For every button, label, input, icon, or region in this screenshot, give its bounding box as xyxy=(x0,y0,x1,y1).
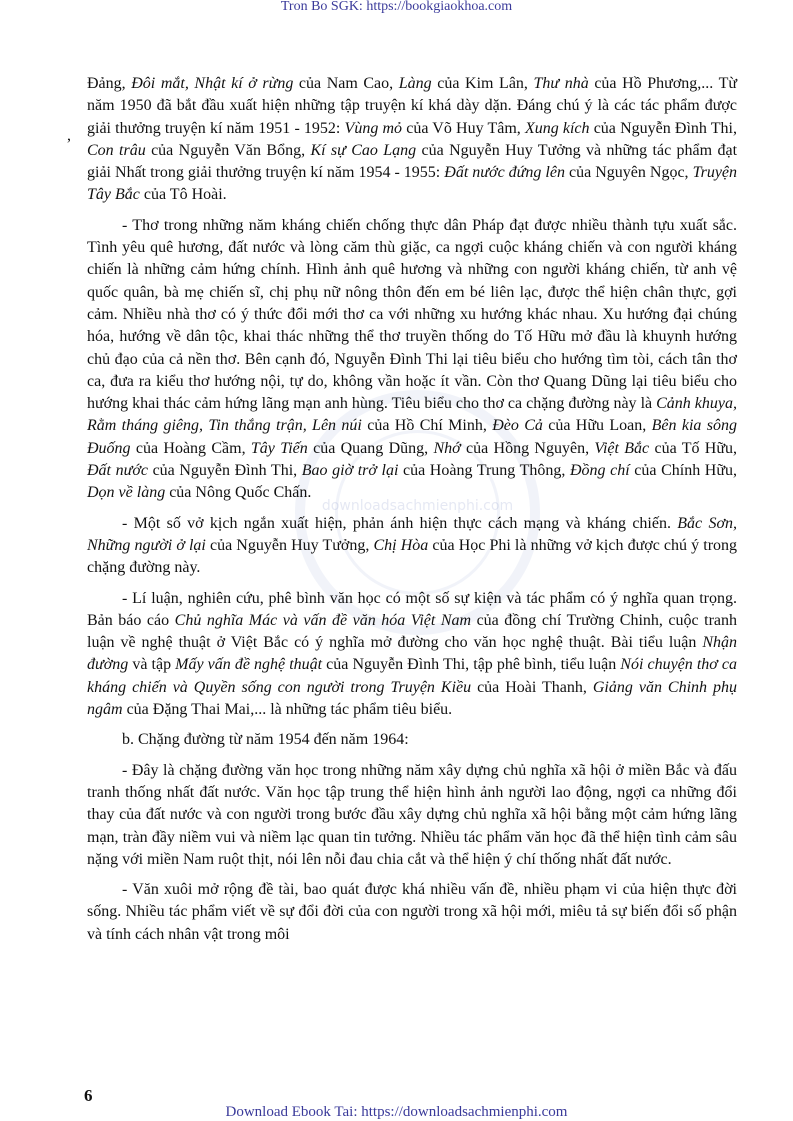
text-run: của đồng chí Trường Chinh, cuộc tranh luận về nghệ thuật ở Việt Bắc có ý nghĩa mở đường cho văn học nghệ thuật. Bài tiểu luận xyxy=(87,611,738,652)
work-title: Truyện Tây Bắc xyxy=(87,164,738,204)
text-run: của Hữu Loan, xyxy=(542,417,652,435)
footer-source-link[interactable]: Download Ebook Tai: https://downloadsachmienphi.com xyxy=(225,1104,568,1120)
work-title: Đất nước xyxy=(87,462,148,480)
work-title: Bắc Sơn, Những người ở lại xyxy=(87,514,737,554)
text-run: của Nguyễn Huy Tưởng, xyxy=(205,536,374,554)
work-title: Dọn về làng xyxy=(87,484,166,502)
page-body xyxy=(87,73,737,946)
work-title: Việt Bắc xyxy=(594,439,650,457)
paragraph-1954-1964 xyxy=(87,760,737,871)
work-title: Chị Hòa xyxy=(373,536,429,554)
paragraph-drama xyxy=(87,513,737,580)
text-run: - Một số vở kịch ngắn xuất hiện, phản ánh hiện thực cách mạng và kháng chiến. xyxy=(122,514,678,532)
text-run: Đảng, xyxy=(87,75,132,92)
text-run: của Kim Lân, xyxy=(431,75,534,92)
text-run: của Nguyễn Huy Tưởng và những tác phẩm đạt giải Nhất trong giải thưởng truyện kí năm 1954 - 1955: xyxy=(87,141,738,182)
work-title: Bên kia sông Đuống xyxy=(87,417,738,457)
text-run: của Hồng Nguyên, xyxy=(460,439,595,457)
paragraph-1 xyxy=(87,73,737,207)
stray-mark: , xyxy=(67,127,71,144)
section-heading xyxy=(87,729,737,751)
work-title: Xung kích xyxy=(524,119,590,137)
work-title: Mấy vấn đề nghệ thuật xyxy=(175,656,323,674)
work-title: Đèo Cả xyxy=(492,417,543,435)
text-run: của Nguyễn Đình Thi, xyxy=(147,462,302,480)
text-run: của Hoàng Cầm, xyxy=(130,439,251,457)
paragraph-criticism xyxy=(87,588,737,722)
text-run: của Tố Hữu, xyxy=(649,439,738,457)
text-run: của Hoàng Trung Thông, xyxy=(398,462,570,480)
text-run: của Hoài Thanh, xyxy=(471,678,593,696)
text-run: - Lí luận, nghiên cứu, phê bình văn học có một số sự kiện và tác phẩm có ý nghĩa quan trọng. Bản báo cáo xyxy=(87,589,737,629)
text-run: của Võ Huy Tâm, xyxy=(402,119,525,137)
text-run: của Hồ Chí Minh, xyxy=(361,417,493,435)
work-title: Đôi mắt, Nhật kí ở rừng xyxy=(131,75,294,92)
text-run: - Đây là chặng đường văn học trong những năm xây dựng chủ nghĩa xã hội ở miền Bắc và đấu tranh thống nhất đất nước. Văn học tập trung thể hiện hình ảnh người lao động, ngợi ca những đổi thay của đất nước và con người trong bước đầu xây dựng chủ nghĩa xã hội bằng một cảm hứng lãng mạn, tràn đầy niềm vui và niềm lạc quan tin tưởng. Nhiều tác phẩm văn học đã thể hiện tình cảm sâu nặng với miền Nam ruột thịt, nói lên nỗi đau chia cắt và thể hiện ý chí thống nhất đất nước. xyxy=(87,761,737,868)
work-title: Vùng mỏ xyxy=(344,119,403,137)
work-title: Cảnh khuya, Rằm tháng giêng, Tin thắng trận, Lên núi xyxy=(87,395,738,435)
work-title: Nhớ xyxy=(433,439,461,457)
page-number: 6 xyxy=(84,1086,93,1105)
text-run: của Nam Cao, xyxy=(293,75,399,92)
text-run: của Tô Hoài. xyxy=(139,186,227,204)
header-source-link[interactable]: Tron Bo SGK: https://bookgiaokhoa.com xyxy=(280,0,513,14)
text-run: - Văn xuôi mở rộng đề tài, bao quát được khá nhiều vấn đề, nhiều phạm vi của hiện thực đời sống. Nhiều tác phẩm viết về sự đổi đời của con người trong xã hội mới, miêu tả sự biến đổi số phận và tính cách nhân vật trong môi xyxy=(87,881,737,943)
paragraph-prose xyxy=(87,879,737,946)
work-title: Kí sự Cao Lạng xyxy=(310,141,417,159)
work-title: Bao giờ trở lại xyxy=(301,462,399,480)
text-run: của Đặng Thai Mai,... là những tác phẩm tiêu biểu. xyxy=(122,701,453,719)
text-run: của Chính Hữu, xyxy=(629,462,738,480)
text-run: của Hồ Phương,... Từ năm 1950 đã bắt đầu xuất hiện những tập truyện kí khá dày dặn. Đáng chú ý là các tác phẩm được giải thưởng truyện kí năm 1951 - 1952: xyxy=(87,75,738,137)
work-title: Con trâu xyxy=(87,141,146,159)
watermark-text: downloadsachmienphi.com xyxy=(321,498,514,514)
work-title: Đất nước đứng lên xyxy=(444,164,565,182)
text-run: - Thơ trong những năm kháng chiến chống thực dân Pháp đạt được nhiều thành tựu xuất sắc. Tình yêu quê hương, đất nước và lòng căm thù giặc, ca ngợi cuộc kháng chiến và con người kháng chiến là những cảm hứng chính. Hình ảnh quê hương và những con người kháng chiến, từ anh vệ quốc quân, bà mẹ chiến sĩ, chị phụ nữ nông thôn đến em bé liên lạc, được thể hiện chân thực, gợi cảm. Nhiều nhà thơ có ý thức đổi mới thơ ca với những xu hướng khác nhau. Xu hướng đại chúng hóa, hướng về dân tộc, khai thác những thể thơ truyền thống do Tố Hữu mở đầu là khuynh hướng chủ đạo của cả nền thơ. Bên cạnh đó, Nguyễn Đình Thi lại tiêu biểu cho hướng tìm tòi, cách tân thơ ca, đưa ra kiểu thơ hướng nội, tự do, không vần hoặc ít vần. Còn thơ Quang Dũng lại tiêu biểu cho hướng khai thác cảm hứng lãng mạn anh hùng. Tiêu biểu cho thơ ca chặng đường này là xyxy=(87,216,737,413)
paragraph-poetry xyxy=(87,215,737,505)
work-title: Làng xyxy=(398,75,432,92)
work-title: Nói chuyện thơ ca kháng chiến và Quyền sống con người trong Truyện Kiều xyxy=(87,656,738,696)
work-title: Nhận đường xyxy=(87,634,737,674)
text-run: và tập xyxy=(128,656,176,674)
text-run: của Nguyễn Đình Thi, tập phê bình, tiểu luận xyxy=(322,656,621,674)
text-run: của Học Phi là những vở kịch được chú ý trong chặng đường này. xyxy=(87,536,738,577)
text-run: của Quang Dũng, xyxy=(307,439,434,457)
text-run: của Nguyên Ngọc, xyxy=(564,164,693,182)
text-run: của Nguyễn Văn Bổng, xyxy=(145,141,311,159)
text-run: của Nguyễn Đình Thi, xyxy=(589,119,737,137)
work-title: Chủ nghĩa Mác và vấn đề văn hóa Việt Nam xyxy=(174,611,472,629)
work-title: Giảng văn Chinh phụ ngâm xyxy=(87,678,737,719)
text-run: của Nông Quốc Chấn. xyxy=(165,484,312,502)
work-title: Đồng chí xyxy=(569,462,630,480)
work-title: Thư nhà xyxy=(533,75,589,92)
work-title: Tây Tiến xyxy=(250,439,308,457)
text-run: b. Chặng đường từ năm 1954 đến năm 1964: xyxy=(122,731,409,749)
